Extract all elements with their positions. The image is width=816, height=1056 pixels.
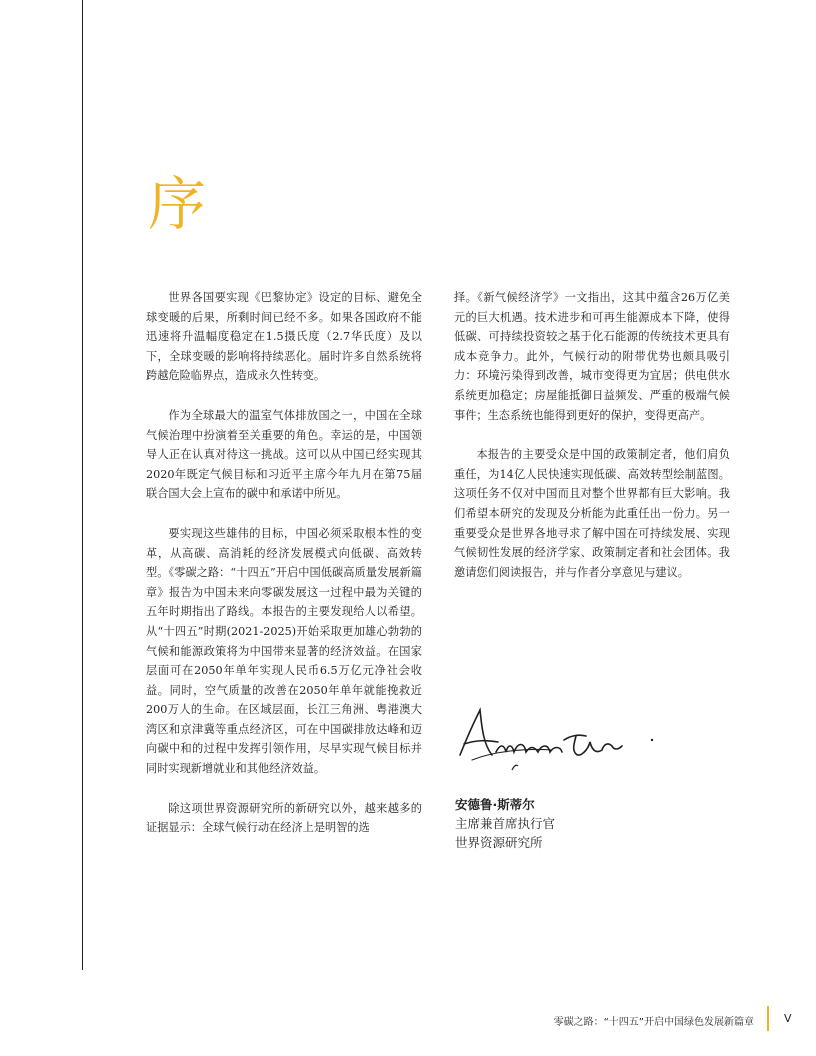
- paragraph-continuation: 择。《新气候经济学》一文指出，这其中蕴含26万亿美元的巨大机遇。技术进步和可再生能源成本下降，使得低碳、可持续投资较之基于化石能源的传统技术更具有成本竞争力。此外，气候行动的附带优势也颇具吸引力：环境污染得到改善，城市变得更为宜居；供电供水系统更加稳定；房屋能抵御日益频发、严重的极端气候事件；生态系统也能得到更好的保护，变得更高产。: [454, 291, 730, 422]
- footer-report-title: 零碳之路：“十四五”开启中国绿色发展新篇章: [553, 1017, 754, 1028]
- paragraph: 要实现这些雄伟的目标，中国必须采取根本性的变革，从高碳、高消耗的经济发展模式向低碳、高效转型。《零碳之路：“十四五”开启中国低碳高质量发展新篇章》报告为中国未来向零碳发展这一过程中最为关键的五年时期指出了路线。本报告的主要发现给人以希望。从“十四五”时期(2021-2025)开始采取更加雄心勃勃的气候和能源政策将为中国带来显著的经济效益。在国家层面可在2050年单年实现人民币6.5万亿元净社会收益。同时，空气质量的改善在2050年单年就能挽救近200万人的生命。在区域层面，长江三角洲、粤港澳大湾区和京津冀等重点经济区，可在中国碳排放达峰和迈向碳中和的过程中发挥引领作用，尽早实现气候目标并同时实现新增就业和其他经济效益。: [146, 526, 422, 776]
- page-title: 序: [148, 170, 207, 238]
- signatory-role: 主席兼首席执行官: [455, 816, 556, 831]
- paragraph: 作为全球最大的温室气体排放国之一，中国在全球气候治理中扮演着至关重要的角色。幸运的是，中国领导人正在认真对待这一挑战。这可以从中国已经实现其2020年既定气候目标和习近平主席今年九月在第75届联合国大会上宣布的碳中和承诺中所见。: [146, 408, 422, 501]
- left-text-column: [146, 288, 422, 858]
- handwritten-signature: [452, 700, 672, 790]
- footer-accent-rule: [767, 1006, 769, 1031]
- paragraph: 世界各国要实现《巴黎协定》设定的目标、避免全球变暖的后果，所剩时间已经不多。如果各国政府不能迅速将升温幅度稳定在1.5摄氏度（2.7华氏度）及以下，全球变暖的影响将持续恶化。届时许多自然系统将跨越危险临界点，造成永久性转变。: [146, 291, 422, 383]
- signatory-name: 安德鲁·斯蒂尔: [455, 797, 535, 812]
- left-margin-rule: [82, 0, 83, 970]
- page-number: V: [784, 1012, 792, 1025]
- right-text-column: [454, 288, 730, 602]
- paragraph: 本报告的主要受众是中国的政策制定者，他们肩负重任，为14亿人民快速实现低碳、高效转型绘制蓝图。这项任务不仅对中国而且对整个世界都有巨大影响。我们希望本研究的发现及分析能为此重任出一份力。另一重要受众是世界各地寻求了解中国在可持续发展、实现气候韧性发展的经济学家、政策制定者和社会团体。我邀请您们阅读报告，并与作者分享意见与建议。: [454, 448, 730, 579]
- signature-block: [455, 795, 555, 852]
- signatory-organization: 世界资源研究所: [455, 835, 543, 850]
- paragraph: 除这项世界资源研究所的新研究以外，越来越多的证据显示：全球气候行动在经济上是明智的选: [146, 801, 422, 835]
